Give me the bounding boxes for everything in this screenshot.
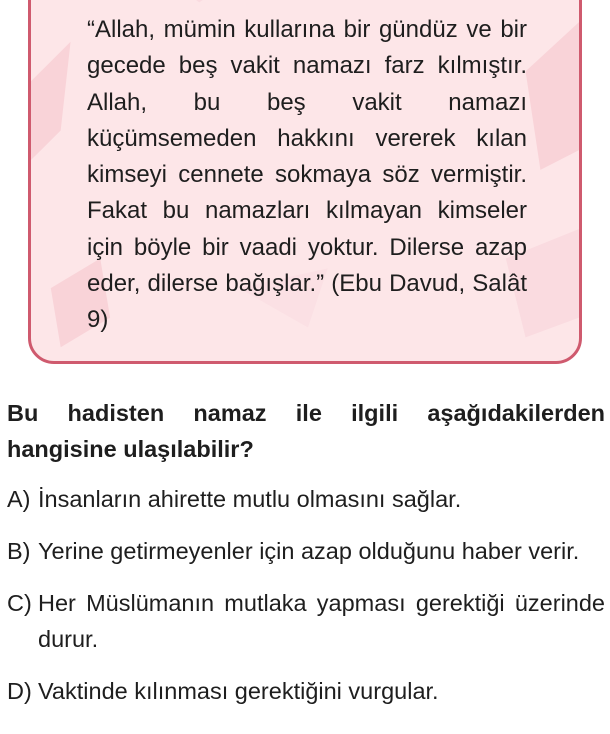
option-a[interactable] <box>7 481 605 517</box>
option-b[interactable] <box>7 533 605 569</box>
answer-options <box>7 481 605 725</box>
option-text: Vaktinde kılınması gerektiğini vurgular. <box>38 678 439 704</box>
option-letter: C) <box>7 590 32 616</box>
option-text: İnsanların ahirette mutlu olmasını sağlar. <box>38 486 462 512</box>
option-letter: D) <box>7 678 32 704</box>
option-d[interactable] <box>7 673 605 709</box>
hadith-quote-text: “Allah, mümin kullarına bir gündüz ve bir gecede beş vakit namazı farz kılmıştır. Allah, bu beş vakit namazı küçümsemeden hakkını vererek kılan kimseyi cennete sokmaya söz vermiştir. Fakat bu namazları kılmayan kimseler için böyle bir vaadi yoktur. Dilerse azap eder, dilerse bağışlar.” (Ebu Davud, Salât 9) <box>87 16 527 334</box>
question-stem: Bu hadisten namaz ile ilgili aşağıdakilerden hangisine ulaşılabilir? <box>7 400 605 462</box>
option-text: Yerine getirmeyenler için azap olduğunu haber verir. <box>38 538 580 564</box>
option-letter: B) <box>7 538 31 564</box>
option-text: Her Müslümanın mutlaka yapması gerektiği üzerinde durur. <box>38 590 605 652</box>
option-c[interactable] <box>7 585 605 657</box>
option-letter: A) <box>7 486 31 512</box>
hadith-quote-box <box>28 0 582 364</box>
